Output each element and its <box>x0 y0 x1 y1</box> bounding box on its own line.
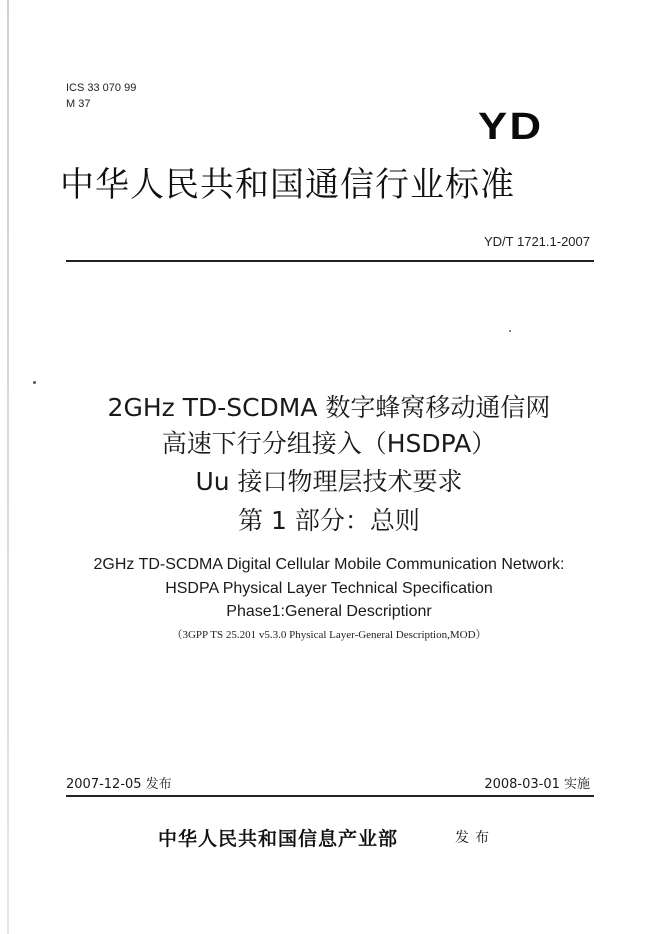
scan-speck <box>33 381 36 384</box>
yd-logo: YD <box>478 106 544 148</box>
ics-code: ICS 33 070 99 <box>66 82 137 94</box>
standard-number: YD/T 1721.1-2007 <box>484 234 590 249</box>
en-title-line-1: 2GHz TD-SCDMA Digital Cellular Mobile Communication Network: <box>93 556 565 573</box>
en-title-line-2: HSDPA Physical Layer Technical Specification <box>165 580 493 597</box>
publish-date: 2007-12-05 发布 <box>66 777 172 792</box>
en-title-line-3: Phase1:General Descriptionr <box>226 603 432 620</box>
footer-rule <box>66 795 594 797</box>
reference-note: （3GPP TS 25.201 v5.3.0 Physical Layer-General Description,MOD） <box>171 629 487 641</box>
cn-title-line-4: 第 1 部分：总则 <box>238 506 420 535</box>
publish-word: 发布 <box>455 830 495 846</box>
cn-title-line-3: Uu 接口物理层技术要求 <box>195 467 463 496</box>
category-code: M 37 <box>66 98 91 110</box>
authority-title: 中华人民共和国通信行业标准 <box>60 165 515 205</box>
header-rule <box>66 260 594 262</box>
scan-edge <box>7 0 9 934</box>
publisher: 中华人民共和国信息产业部 <box>158 828 399 850</box>
effective-date: 2008-03-01 实施 <box>484 777 590 792</box>
cn-title-line-2: 高速下行分组接入（HSDPA） <box>161 429 497 458</box>
cn-title-line-1: 2GHz TD-SCDMA 数字蜂窝移动通信网 <box>107 393 551 422</box>
scan-speck <box>509 330 511 332</box>
